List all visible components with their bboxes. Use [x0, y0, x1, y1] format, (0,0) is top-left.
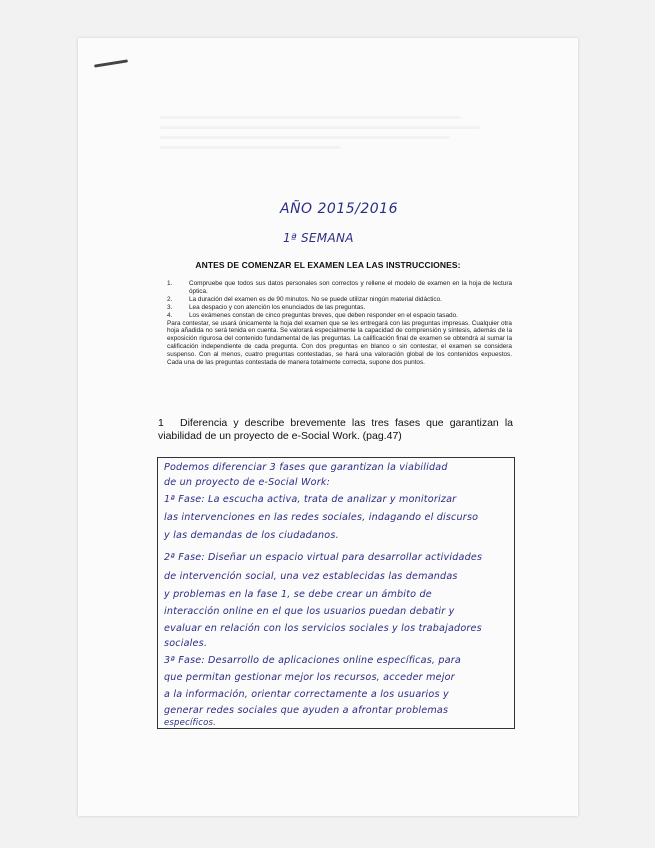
- answer-line: de intervención social, una vez establecidas las demandas: [164, 571, 458, 582]
- instruction-text: Los exámenes constan de cinco preguntas breves, que deben responder en el espacio tasado.: [189, 311, 458, 319]
- answer-line: y las demandas de los ciudadanos.: [164, 530, 339, 541]
- answer-line: 1ª Fase: La escucha activa, trata de analizar y monitorizar: [164, 494, 457, 505]
- question-1: [158, 417, 513, 443]
- answer-line: específicos.: [164, 718, 217, 728]
- answer-line: 3ª Fase: Desarrollo de aplicaciones online específicas, para: [164, 655, 461, 666]
- question-number: 1: [158, 417, 164, 429]
- instructions-paragraph: Para contestar, se usará únicamente la hoja del examen que se les entregará con las preguntas impresas. Cualquier otra hoja añadida no será tenida en cuenta. Se valorará especialmente la capacidad de comprensión y síntesis, además de la exposición rigurosa del contenido fundamental de las preguntas. La calificación final de examen se obtendrá al sumar la calificación independiente de cada pregunta. Con dos preguntas en blanco o sin contestar, el examen se considera suspenso. Con al menos, cuatro preguntas contestadas, se hará una valoración global de los contenidos expuestos. Cada una de las preguntas contestada de manera totalmente correcta, supone dos puntos.: [167, 319, 512, 367]
- answer-line: interacción online en el que los usuarios puedan debatir y: [164, 606, 455, 617]
- show-through-line: [160, 116, 460, 119]
- show-through-line: [160, 146, 340, 149]
- instruction-item: [167, 280, 512, 296]
- answer-line: Podemos diferenciar 3 fases que garantizan la viabilidad: [164, 462, 448, 473]
- answer-line: las intervenciones en las redes sociales, indagando el discurso: [164, 512, 479, 523]
- handwritten-year: AÑO 2015/2016: [280, 201, 398, 217]
- instruction-number: 4.: [167, 311, 173, 319]
- instruction-number: 1.: [167, 280, 173, 287]
- instruction-item: [167, 312, 512, 320]
- instruction-text: Lea despacio y con atención los enunciados de las preguntas.: [189, 303, 366, 311]
- instruction-item: [167, 304, 512, 312]
- answer-line: generar redes sociales que ayuden a afrontar problemas: [164, 705, 449, 716]
- instruction-number: 3.: [167, 303, 173, 311]
- handwritten-week: 1ª SEMANA: [283, 231, 354, 245]
- answer-line: sociales.: [164, 638, 208, 649]
- instruction-text: La duración del examen es de 90 minutos. No se puede utilizar ningún material didáctico.: [189, 295, 442, 303]
- instruction-item: [167, 296, 512, 304]
- question-text: Diferencia y describe brevemente las tres fases que garantizan la viabilidad de un proyecto de e-Social Work. (pag.47): [158, 417, 513, 442]
- answer-line: de un proyecto de e-Social Work:: [164, 477, 331, 488]
- answer-line: 2ª Fase: Diseñar un espacio virtual para desarrollar actividades: [164, 552, 483, 563]
- instruction-number: 2.: [167, 295, 173, 303]
- show-through-line: [160, 136, 450, 139]
- show-through-line: [160, 126, 480, 129]
- answer-line: evaluar en relación con los servicios sociales y los trabajadores: [164, 623, 482, 634]
- answer-line: y problemas en la fase 1, se debe crear un ámbito de: [164, 589, 432, 600]
- instruction-text: Compruebe que todos sus datos personales son correctos y rellene el modelo de examen en la hoja de lectura óptica.: [189, 280, 512, 295]
- answer-line: que permitan gestionar mejor los recursos, acceder mejor: [164, 672, 455, 683]
- instructions-title: ANTES DE COMENZAR EL EXAMEN LEA LAS INSTRUCCIONES:: [195, 260, 461, 270]
- answer-line: a la información, orientar correctamente a los usuarios y: [164, 689, 449, 700]
- instructions-list: [167, 280, 512, 367]
